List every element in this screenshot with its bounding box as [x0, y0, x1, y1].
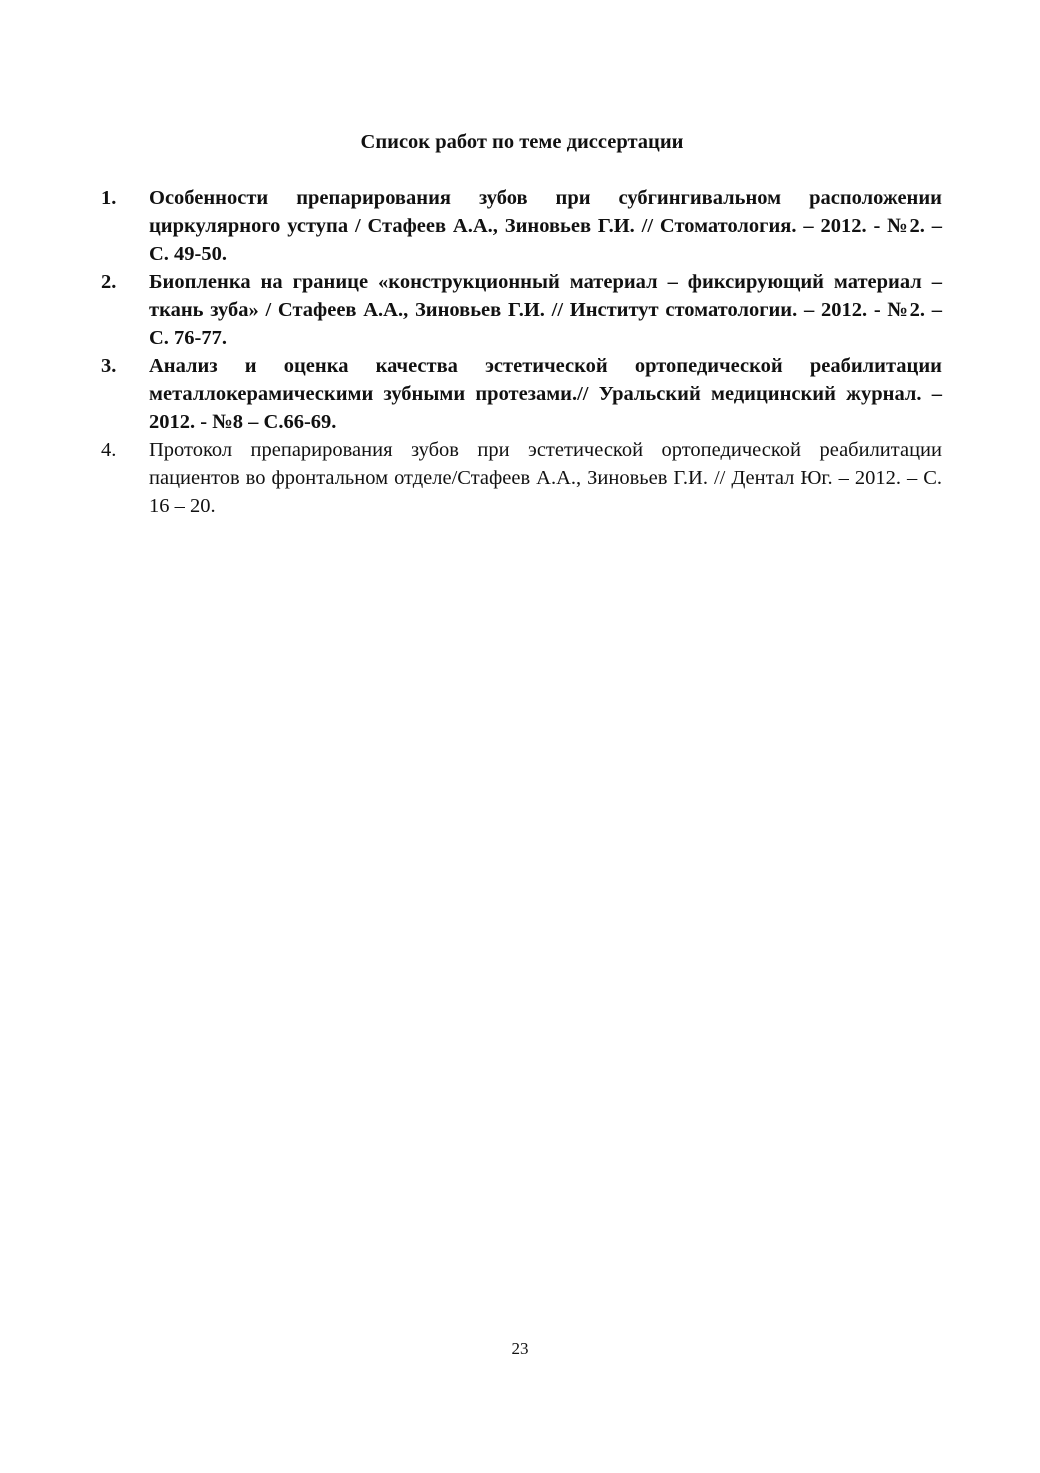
reference-item-3: [101, 352, 942, 436]
reference-text: Биопленка на границе «конструкционный материал – фиксирующий материал – ткань зуба» / Стафеев А.А., Зиновьев Г.И. // Институт стоматологии. – 2012. - №2. – С. 76-77.: [149, 271, 942, 349]
reference-number: 1.: [101, 187, 117, 209]
reference-number: 3.: [101, 355, 117, 377]
reference-item-2: [101, 268, 942, 352]
reference-item-1: [101, 184, 942, 268]
reference-text: Анализ и оценка качества эстетической ортопедической реабилитации металлокерамическими зубными протезами.// Уральский медицинский журнал. – 2012. - №8 – С.66-69.: [149, 355, 942, 433]
page-title: Список работ по теме диссертации: [360, 131, 684, 153]
reference-text: Особенности препарирования зубов при субгингивальном расположении циркулярного уступа / Стафеев А.А., Зиновьев Г.И. // Стоматология. – 2012. - №2. – С. 49-50.: [149, 187, 942, 265]
reference-number: 4.: [101, 439, 117, 461]
reference-text: Протокол препарирования зубов при эстетической ортопедической реабилитации пациентов во фронтальном отделе/Стафеев А.А., Зиновьев Г.И. // Дентал Юг. – 2012. – С. 16 – 20.: [149, 439, 942, 517]
reference-item-4: [101, 436, 942, 520]
reference-number: 2.: [101, 271, 117, 293]
page-number: 23: [511, 1339, 529, 1358]
reference-list: [101, 184, 942, 520]
